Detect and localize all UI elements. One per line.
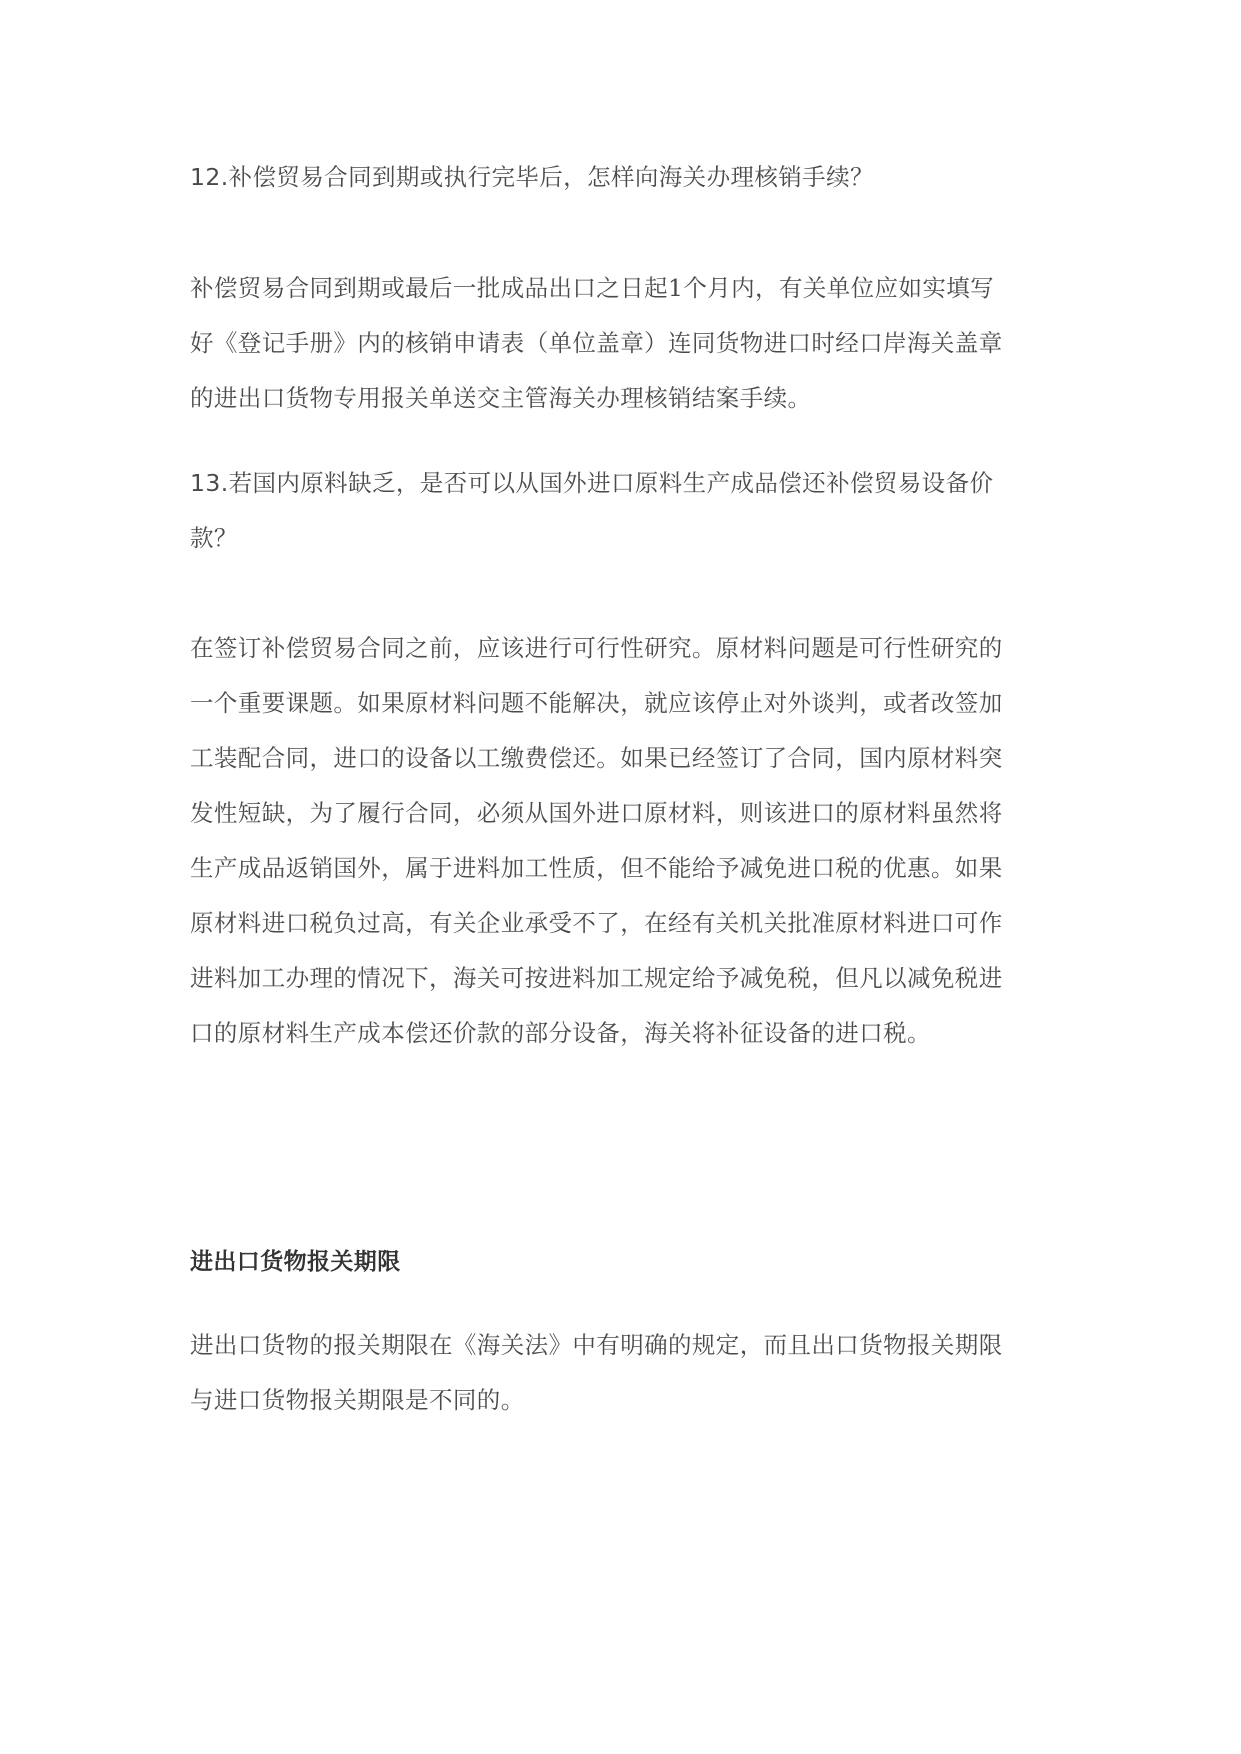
question-13-number: 13.: [190, 469, 229, 497]
section-paragraph-line: 进出口货物的报关期限在《海关法》中有明确的规定，而且出口货物报关期限: [190, 1331, 1003, 1359]
answer-13-line: 一个重要课题。如果原材料问题不能解决，就应该停止对外谈判，或者改签加: [190, 689, 1003, 717]
answer-13: [190, 621, 1050, 1061]
answer-13-line: 进料加工办理的情况下，海关可按进料加工规定给予减免税，但凡以减免税进: [190, 964, 1003, 992]
answer-13-line: 生产成品返销国外，属于进料加工性质，但不能给予减免进口税的优惠。如果: [190, 854, 1003, 882]
answer-12-line: 补偿贸易合同到期或最后一批成品出口之日起1个月内，有关单位应如实填写: [190, 274, 995, 302]
answer-13-line: 工装配合同，进口的设备以工缴费偿还。如果已经签订了合同，国内原材料突: [190, 744, 1003, 772]
answer-13-line: 原材料进口税负过高，有关企业承受不了，在经有关机关批准原材料进口可作: [190, 909, 1003, 937]
section-paragraph-line: 与进口货物报关期限是不同的。: [190, 1386, 525, 1414]
question-12: [190, 150, 1050, 205]
question-13-title-line: 款？: [190, 524, 238, 552]
answer-12-line: 的进出口货物专用报关单送交主管海关办理核销结案手续。: [190, 384, 812, 412]
answer-12-line: 好《登记手册》内的核销申请表（单位盖章）连同货物进口时经口岸海关盖章: [190, 329, 1003, 357]
question-12-title: 补偿贸易合同到期或执行完毕后，怎样向海关办理核销手续？: [228, 163, 874, 191]
answer-13-line: 在签订补偿贸易合同之前，应该进行可行性研究。原材料问题是可行性研究的: [190, 634, 1003, 662]
answer-12: [190, 261, 1050, 426]
answer-13-line: 口的原材料生产成本偿还价款的部分设备，海关将补征设备的进口税。: [190, 1019, 931, 1047]
section-paragraph: [190, 1318, 1050, 1428]
question-13: [190, 456, 1050, 566]
question-12-number: 12.: [190, 163, 229, 191]
section-heading: 进出口货物报关期限: [190, 1249, 401, 1275]
question-13-title-line: 若国内原料缺乏，是否可以从国外进口原料生产成品偿还补偿贸易设备价: [228, 469, 994, 497]
answer-13-line: 发性短缺，为了履行合同，必须从国外进口原材料，则该进口的原材料虽然将: [190, 799, 1003, 827]
